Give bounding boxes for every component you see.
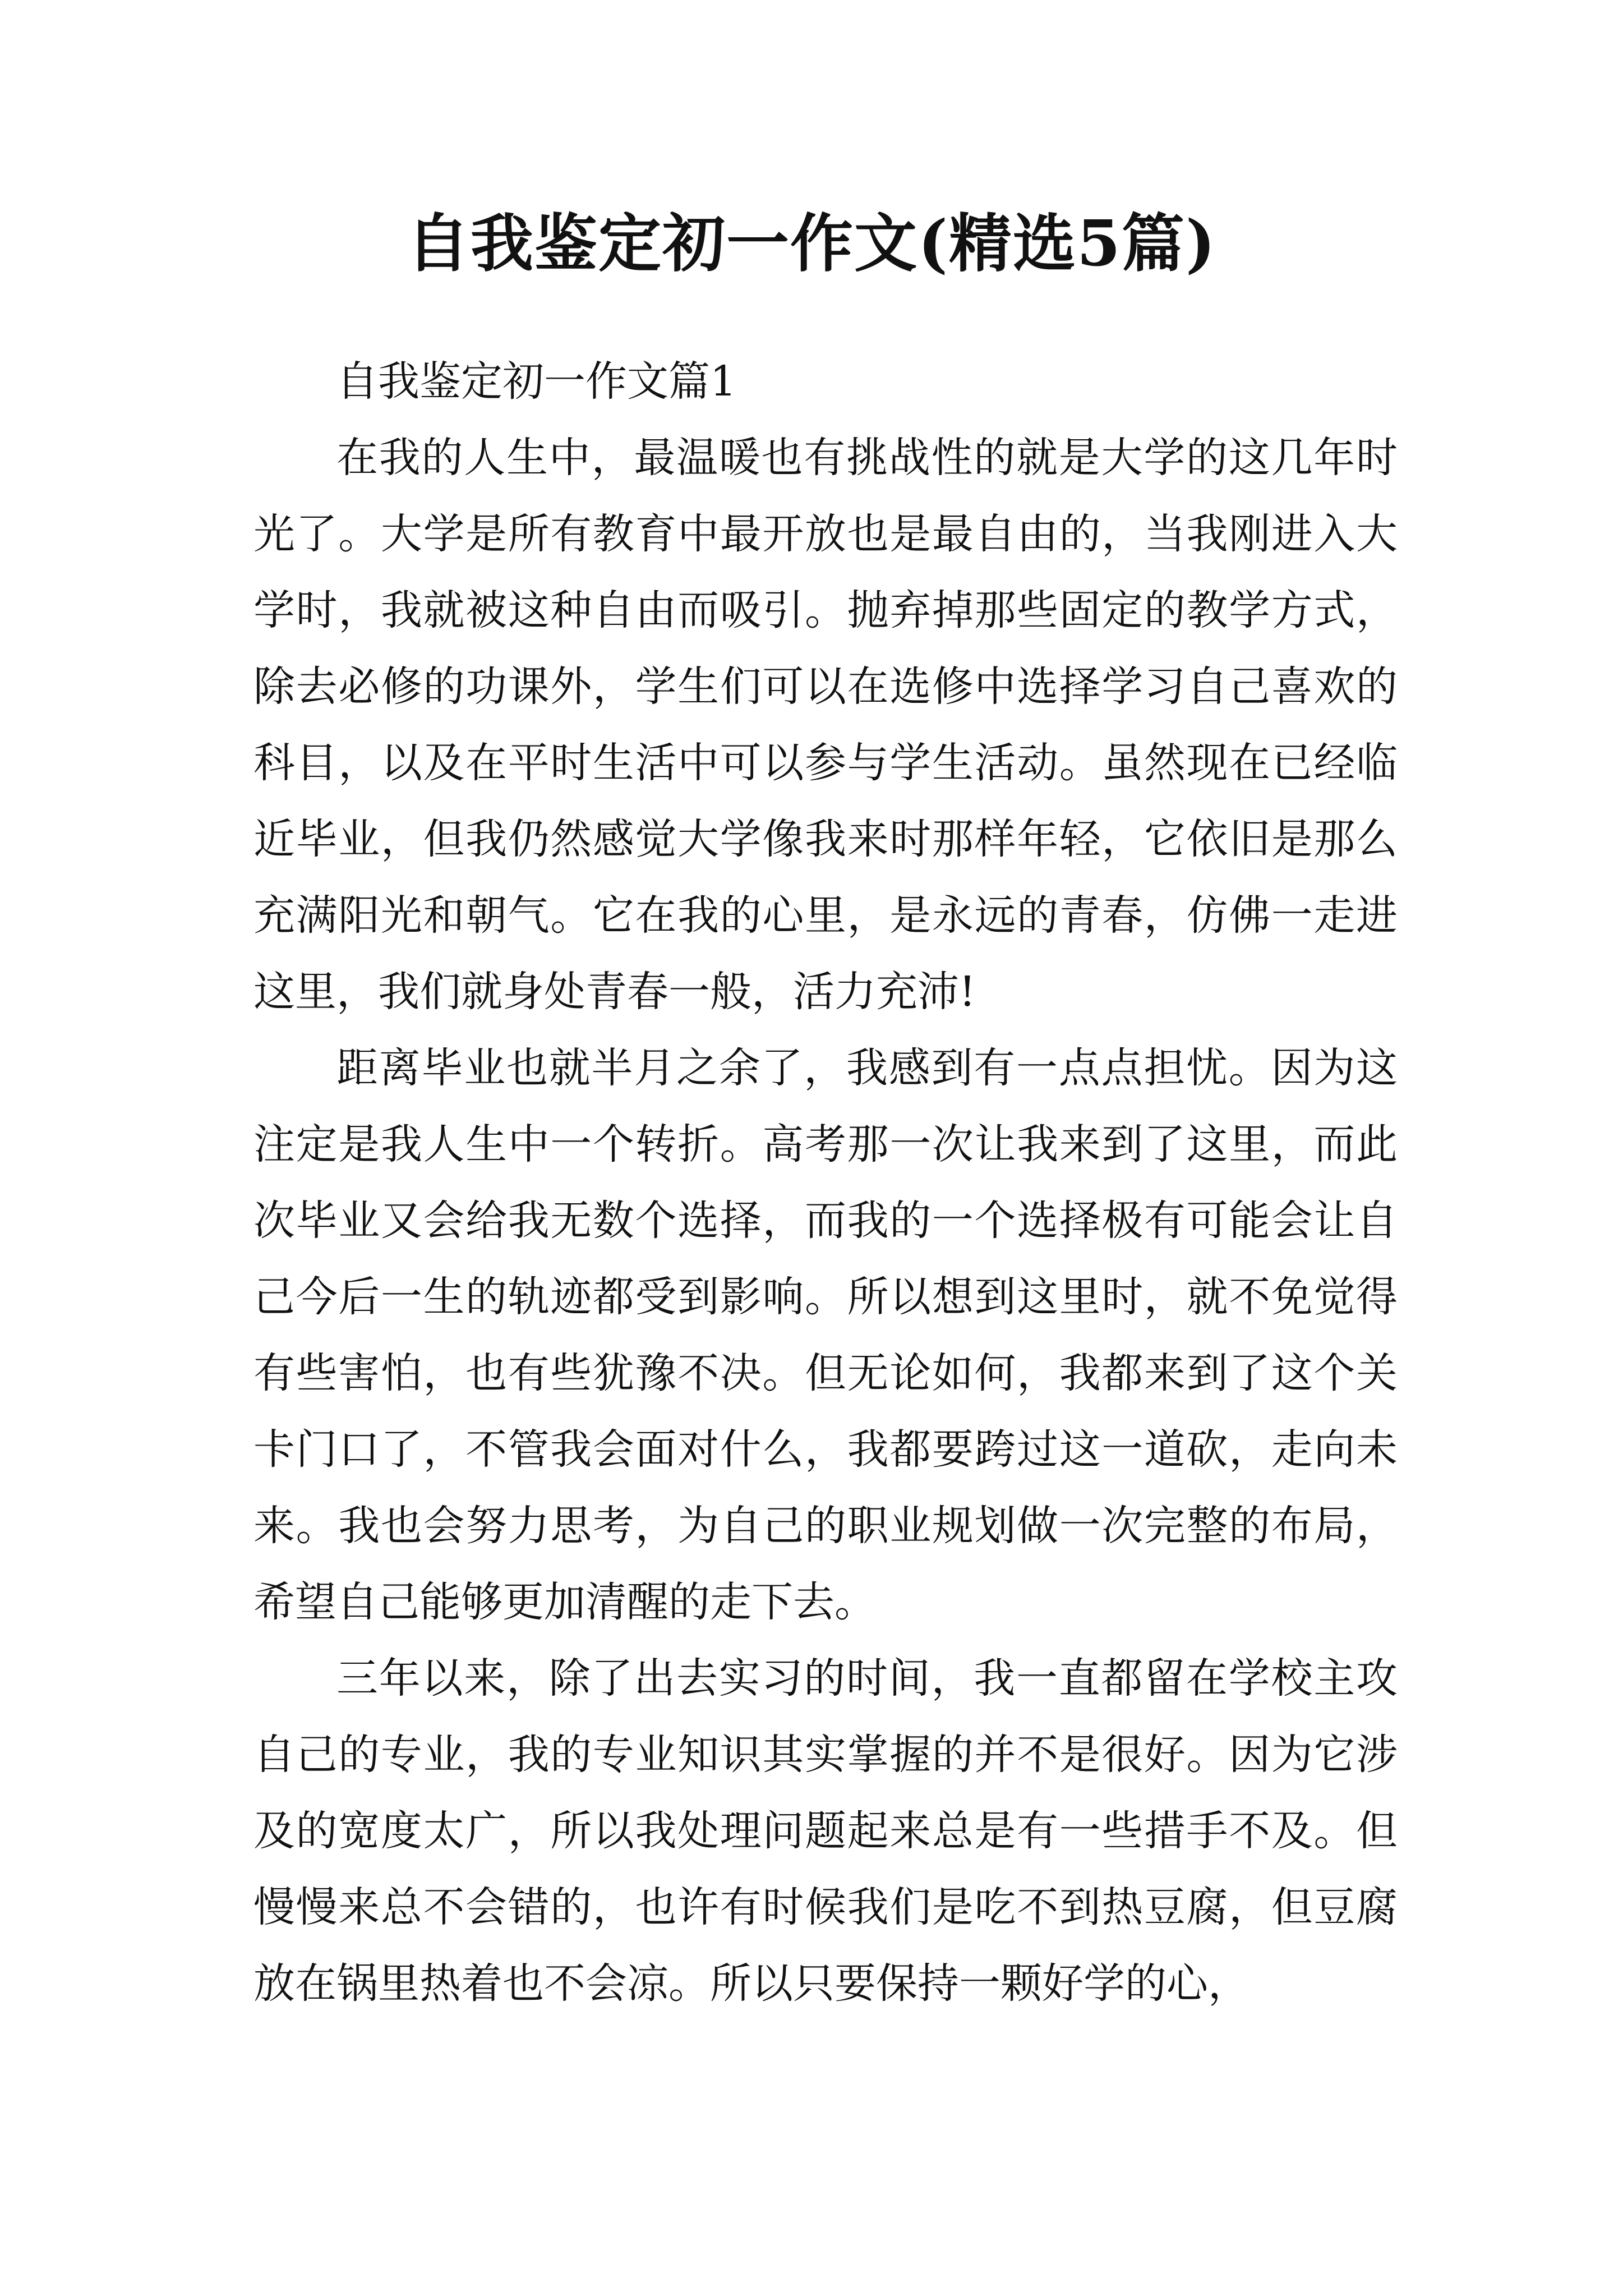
section-heading: 自我鉴定初一作文篇1 <box>336 357 737 406</box>
paragraph: 距离毕业也就半月之余了，我感到有一点点担忧。因为这注定是我人生中一个转折。高考那一次让我来到了这里，而此次毕业又会给我无数个选择，而我的一个选择极有可能会让自己今后一生的轨迹都受到影响。所以想到这里时，就不免觉得有些害怕，也有些犹豫不决。但无论如何，我都来到了这个关卡门口了，不管我会面对什么，我都要跨过这一道砍，走向未来。我也会努力思考，为自己的职业规划做一次完整的布局，希望自己能够更加清醒的走下去。 <box>253 1044 1398 1626</box>
paragraph: 三年以来，除了出去实习的时间，我一直都留在学校主攻自己的专业，我的专业知识其实掌握的并不是很好。因为它涉及的宽度太广，所以我处理问题起来总是有一些措手不及。但慢慢来总不会错的，也许有时候我们是吃不到热豆腐，但豆腐放在锅里热着也不会凉。所以只要保持一颗好学的心， <box>253 1654 1398 2008</box>
document-title: 自我鉴定初一作文(精选5篇) <box>407 207 1216 280</box>
document-body <box>253 343 1398 2022</box>
paragraph: 在我的人生中，最温暖也有挑战性的就是大学的这几年时光了。大学是所有教育中最开放也是最自由的，当我刚进入大学时，我就被这种自由而吸引。抛弃掉那些固定的教学方式，除去必修的功课外，学生们可以在选修中选择学习自己喜欢的科目，以及在平时生活中可以参与学生活动。虽然现在已经临近毕业，但我仍然感觉大学像我来时那样年轻，它依旧是那么充满阳光和朝气。它在我的心里，是永远的青春，仿佛一走进这里，我们就身处青春一般，活力充沛! <box>253 434 1398 1016</box>
